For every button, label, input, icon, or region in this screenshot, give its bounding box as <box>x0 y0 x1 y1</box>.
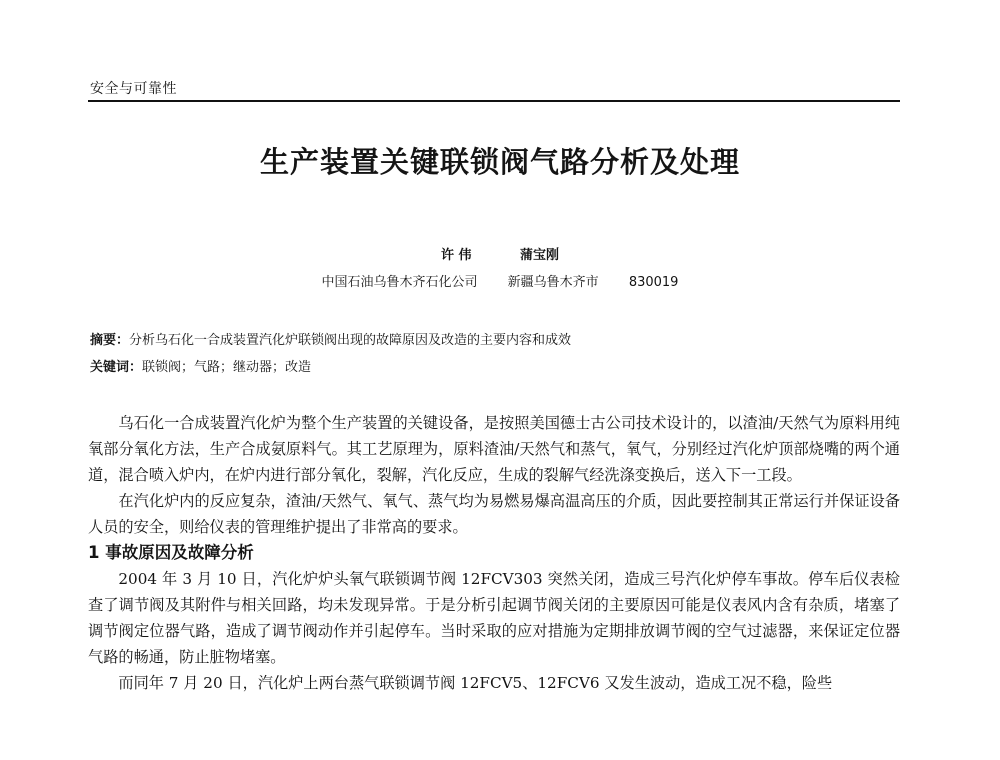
author-line <box>0 244 1000 263</box>
affiliation-city: 新疆乌鲁木齐市 <box>507 275 599 290</box>
body-paragraph: 在汽化炉内的反应复杂，渣油/天然气、氧气、蒸气均为易燃易爆高温高压的介质，因此要控制其正常运行并保证设备人员的安全，则给仪表的管理维护提出了非常高的要求。 <box>88 492 900 536</box>
body-paragraph: 乌石化一合成装置汽化炉为整个生产装置的关键设备，是按照美国德士古公司技术设计的，以渣油/天然气为原料用纯氧部分氧化方法，生产合成氨原料气。其工艺原理为，原料渣油/天然气和蒸气，氧气，分别经过汽化炉顶部烧嘴的两个通道，混合喷入炉内，在炉内进行部分氧化，裂解，汽化反应，生成的裂解气经洗涤变换后，送入下一工段。 <box>88 414 900 484</box>
author-name: 蒲宝刚 <box>520 248 560 263</box>
keywords-label: 关键词： <box>90 360 143 375</box>
abstract-text: 分析乌石化一合成装置汽化炉联锁阀出现的故障原因及改造的主要内容和成效 <box>129 333 572 348</box>
affiliation-postcode: 830019 <box>628 275 679 290</box>
body-paragraph: 而同年 7 月 20 日，汽化炉上两台蒸气联锁调节阀 12FCV5、12FCV6 又发生波动，造成工况不稳，险些 <box>118 674 833 692</box>
running-head: 安全与可靠性 <box>90 81 177 97</box>
body-paragraph: 2004 年 3 月 10 日，汽化炉炉头氧气联锁调节阀 12FCV303 突然关闭，造成三号汽化炉停车事故。停车后仪表检查了调节阀及其附件与相关回路，均未发现异常。于是分析引起调节阀关闭的主要原因可能是仪表风内含有杂质，堵塞了调节阀定位器气路，造成了调节阀动作并引起停车。当时采取的应对措施为定期排放调节阀的空气过滤器，来保证定位器气路的畅通，防止脏物堵塞。 <box>88 570 900 666</box>
section-heading: 1 事故原因及故障分析 <box>88 543 254 562</box>
author-name: 许 伟 <box>440 248 472 263</box>
affiliation-org: 中国石油乌鲁木齐石化公司 <box>321 275 478 290</box>
body-text <box>88 410 900 696</box>
paper-title: 生产装置关键联锁阀气路分析及处理 <box>259 145 740 179</box>
abstract-label: 摘要： <box>90 333 130 348</box>
header-rule <box>88 100 900 102</box>
keywords <box>90 356 311 375</box>
keywords-text: 联锁阀；气路；继动器；改造 <box>142 360 312 375</box>
affiliation-line <box>0 271 1000 290</box>
abstract <box>90 329 571 348</box>
